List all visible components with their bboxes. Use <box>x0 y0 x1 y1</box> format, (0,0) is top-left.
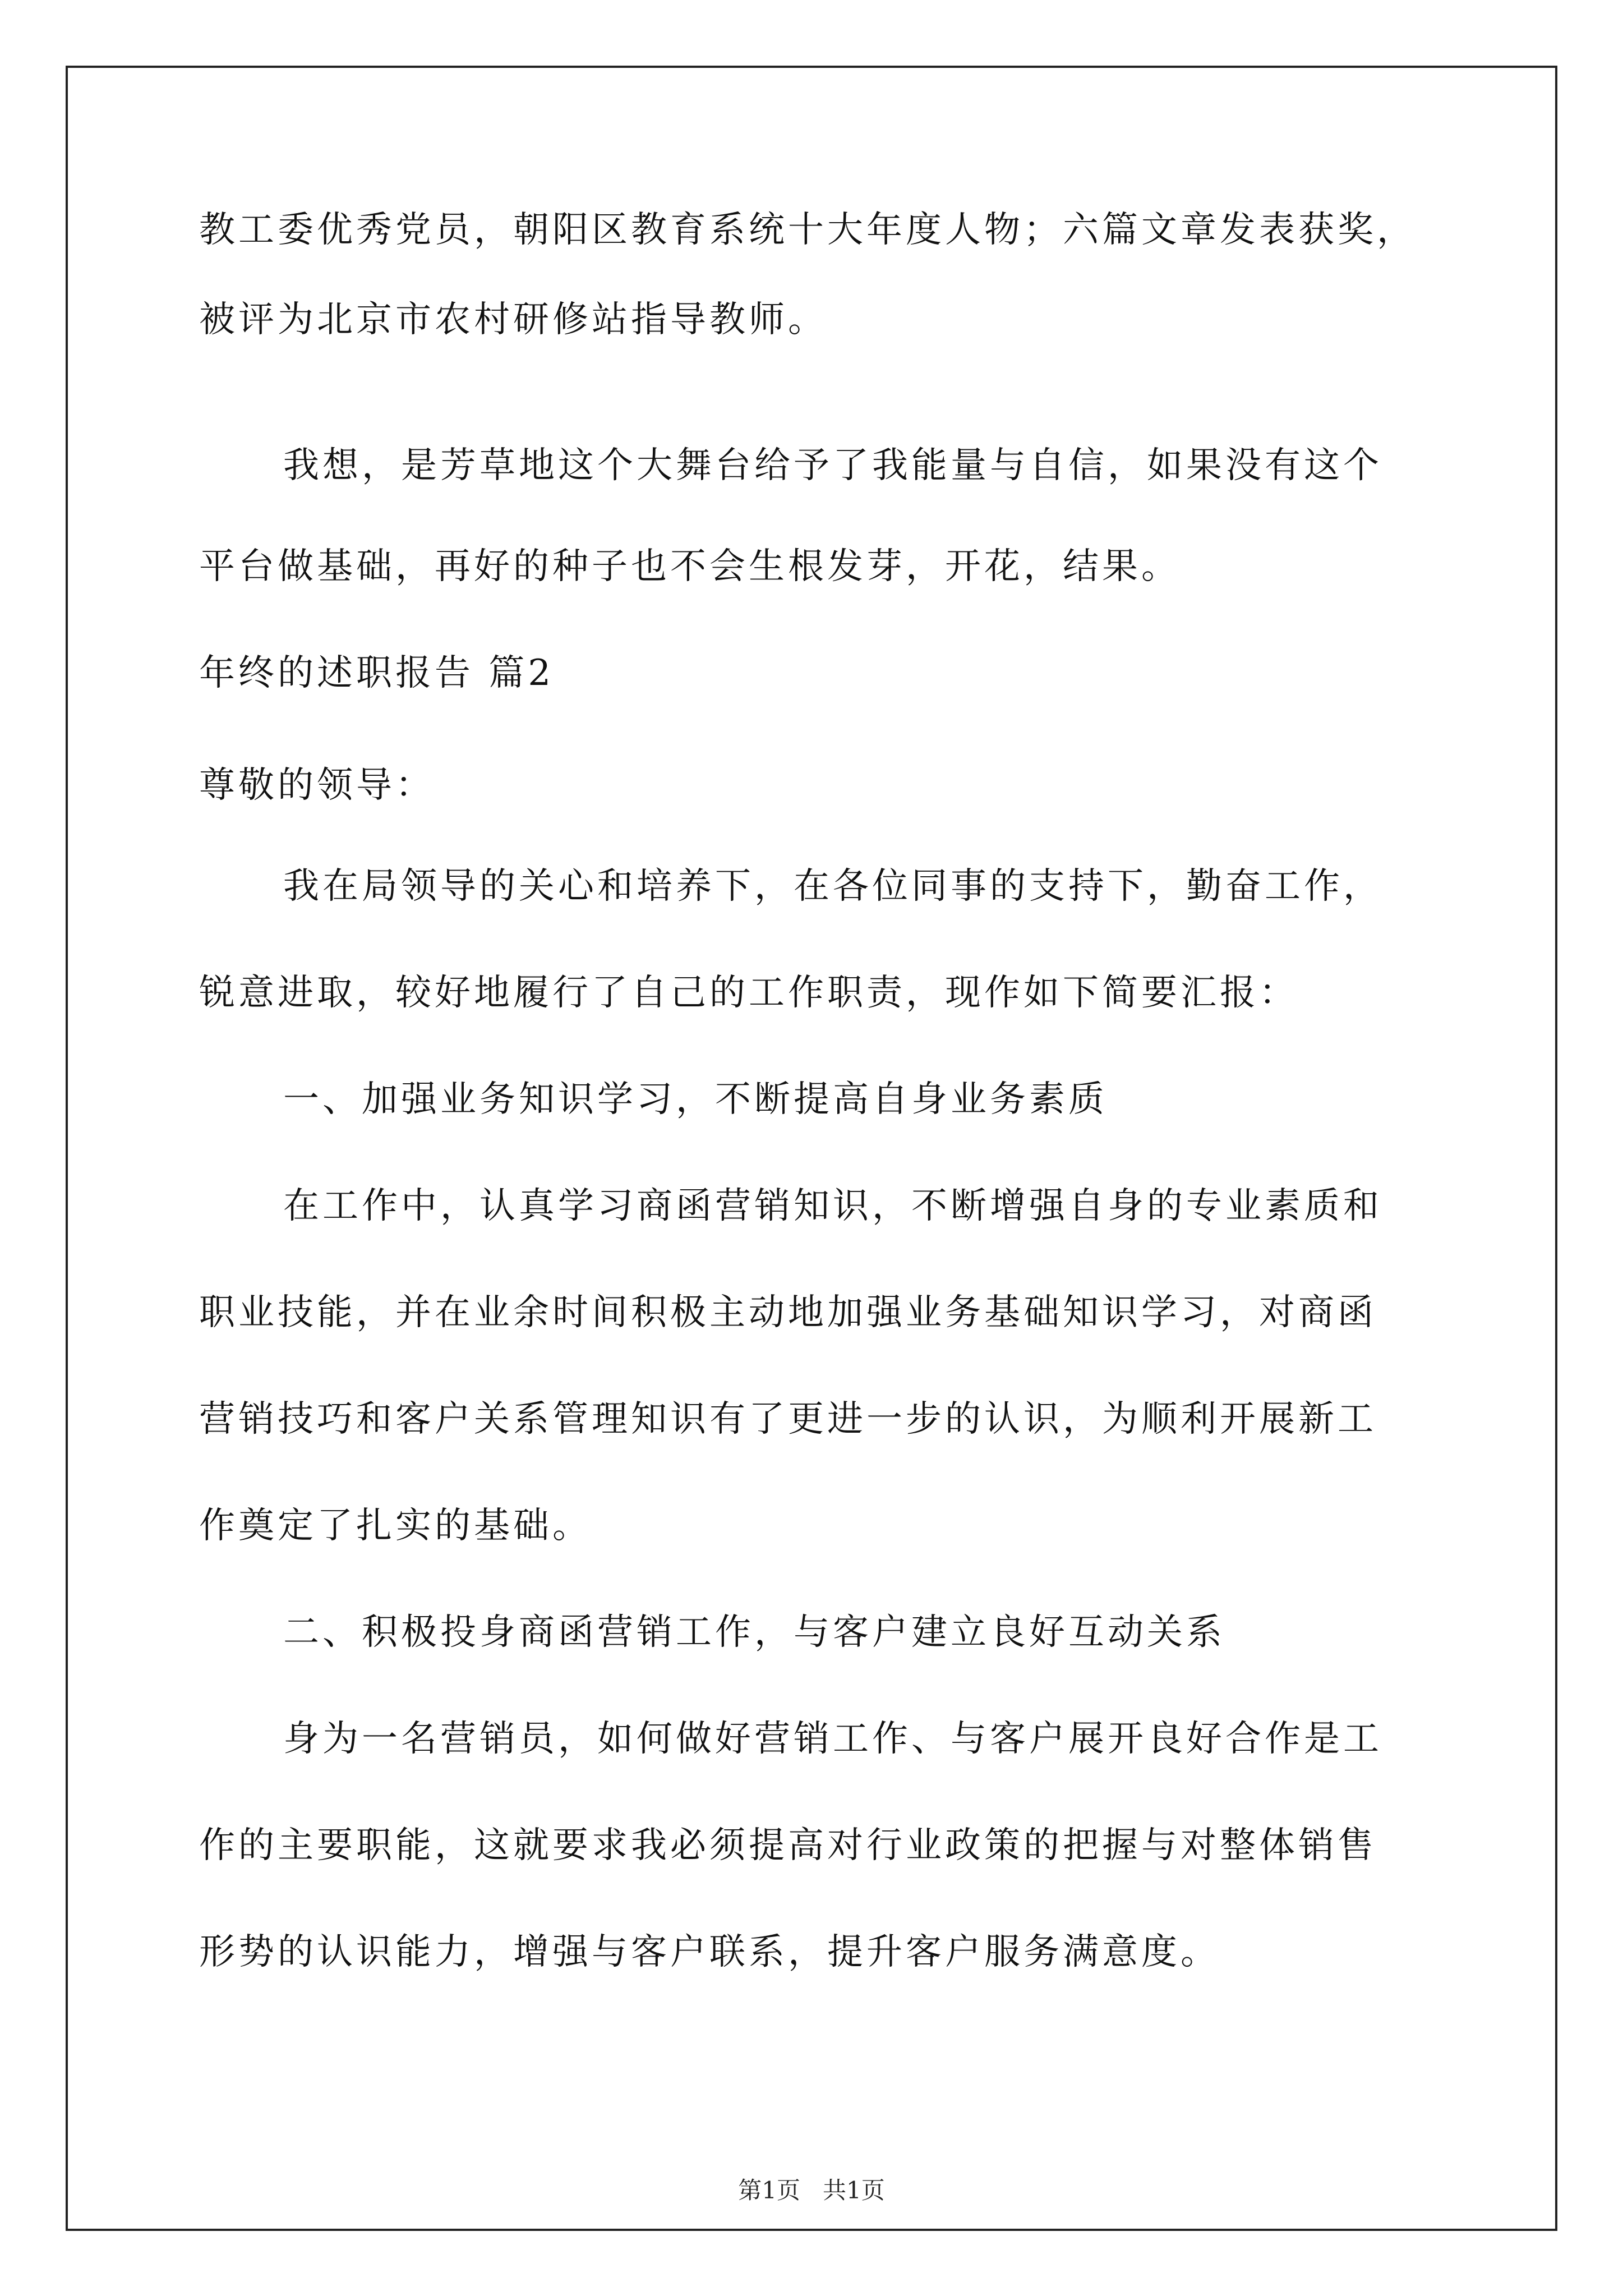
paragraph-line: 作奠定了扎实的基础。 <box>199 1505 592 1547</box>
paragraph-line: 我想，是芳草地这个大舞台给予了我能量与自信，如果没有这个 <box>283 445 1382 486</box>
paragraph-line: 锐意进取，较好地履行了自己的工作职责，现作如下简要汇报： <box>199 972 1298 1014</box>
paragraph-line: 形势的认识能力，增强与客户联系，提升客户服务满意度。 <box>199 1931 1220 1973</box>
paragraph-line: 营销技巧和客户关系管理知识有了更进一步的认识，为顺利开展新工 <box>199 1398 1377 1440</box>
paragraph-line: 被评为北京市农村研修站指导教师。 <box>199 299 827 341</box>
section-heading: 年终的述职报告 篇2 <box>199 652 555 694</box>
page-footer: 第1页 共1页 <box>738 2177 885 2204</box>
paragraph-line: 我在局领导的关心和培养下，在各位同事的支持下，勤奋工作， <box>283 866 1382 907</box>
subheading: 一、加强业务知识学习，不断提高自身业务素质 <box>283 1079 1108 1120</box>
salutation: 尊敬的领导： <box>199 765 435 806</box>
paragraph-line: 作的主要职能，这就要求我必须提高对行业政策的把握与对整体销售 <box>199 1825 1377 1866</box>
paragraph-line: 身为一名营销员，如何做好营销工作、与客户展开良好合作是工 <box>283 1718 1382 1760</box>
paragraph-line: 在工作中，认真学习商函营销知识，不断增强自身的专业素质和 <box>283 1185 1382 1227</box>
page-border <box>66 66 1557 2231</box>
subheading: 二、积极投身商函营销工作，与客户建立良好互动关系 <box>283 1612 1225 1653</box>
paragraph-line: 平台做基础，再好的种子也不会生根发芽，开花，结果。 <box>199 546 1181 587</box>
paragraph-line: 教工委优秀党员，朝阳区教育系统十大年度人物；六篇文章发表获奖， <box>199 209 1416 251</box>
paragraph-line: 职业技能，并在业余时间积极主动地加强业务基础知识学习，对商函 <box>199 1292 1377 1333</box>
